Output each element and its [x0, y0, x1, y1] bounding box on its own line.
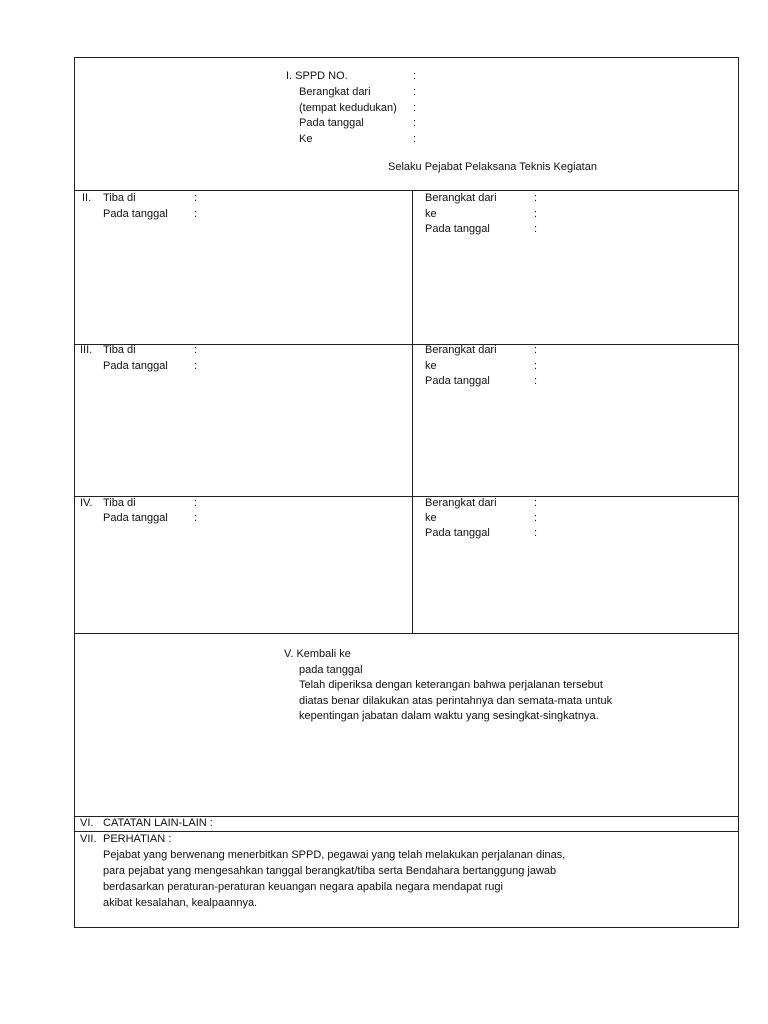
attention-text-line-4: akibat kesalahan, kealpaannya. — [103, 897, 258, 909]
arrive-at-colon: : — [194, 344, 198, 356]
sppd-number-label: I. SPPD NO. — [286, 70, 348, 82]
depart-from-label: Berangkat dari — [425, 344, 497, 356]
depart-from-label: Berangkat dari — [425, 497, 497, 509]
attention-text-line-2: para pejabat yang mengesahkan tanggal berangkat/tiba serta Bendahara bertanggung jawab — [103, 865, 557, 877]
depart-date-colon: : — [534, 223, 538, 235]
column-divider — [412, 190, 413, 633]
home-base-colon: : — [413, 102, 417, 114]
arrive-date-colon: : — [194, 512, 198, 524]
arrive-date-label: Pada tanggal — [103, 208, 168, 220]
sppd-number-colon: : — [413, 70, 417, 82]
divider-section-1 — [74, 190, 739, 191]
date-colon: : — [413, 117, 417, 129]
verification-text-line-2: diatas benar dilakukan atas perintahnya dan semata-mata untuk — [299, 695, 613, 707]
depart-from-colon: : — [534, 192, 538, 204]
arrive-date-label: Pada tanggal — [103, 512, 168, 524]
to-label: ke — [425, 208, 437, 220]
divider-section-6 — [74, 831, 739, 832]
signatory-title: Selaku Pejabat Pelaksana Teknis Kegiatan — [388, 161, 597, 173]
arrive-date-colon: : — [194, 208, 198, 220]
attention-label: PERHATIAN : — [103, 833, 172, 845]
to-colon: : — [534, 208, 538, 220]
arrive-at-label: Tiba di — [103, 497, 136, 509]
section-6-numeral: VI. — [80, 817, 94, 829]
to-label: ke — [425, 512, 437, 524]
verification-text-line-3: kepentingan jabatan dalam waktu yang sesingkat-singkatnya. — [299, 710, 599, 722]
home-base-label: (tempat kedudukan) — [299, 102, 397, 114]
sppd-form — [74, 57, 739, 928]
depart-date-label: Pada tanggal — [425, 223, 490, 235]
section-7-numeral: VII. — [80, 833, 97, 845]
arrive-date-colon: : — [194, 360, 198, 372]
divider-section-3 — [74, 496, 739, 497]
depart-date-colon: : — [534, 527, 538, 539]
section-2-numeral: II. — [82, 192, 92, 204]
depart-date-colon: : — [534, 375, 538, 387]
attention-text-line-3: berdasarkan peraturan-peraturan keuangan negara apabila negara mendapat rugi — [103, 881, 503, 893]
arrive-at-colon: : — [194, 497, 198, 509]
depart-from-label: Berangkat dari — [425, 192, 497, 204]
other-notes-label: CATATAN LAIN-LAIN : — [103, 817, 213, 829]
arrive-at-colon: : — [194, 192, 198, 204]
depart-from-colon: : — [413, 86, 417, 98]
depart-from-label: Berangkat dari — [299, 86, 371, 98]
section-4-numeral: IV. — [80, 497, 93, 509]
return-date-label: pada tanggal — [299, 664, 363, 676]
destination-label: Ke — [299, 133, 313, 145]
to-colon: : — [534, 360, 538, 372]
to-colon: : — [534, 512, 538, 524]
divider-section-2 — [74, 344, 739, 345]
depart-date-label: Pada tanggal — [425, 527, 490, 539]
attention-text-line-1: Pejabat yang berwenang menerbitkan SPPD, pegawai yang telah melakukan perjalanan dinas, — [103, 849, 566, 861]
divider-section-4 — [74, 633, 739, 634]
form-border — [74, 57, 739, 928]
date-label: Pada tanggal — [299, 117, 364, 129]
depart-date-label: Pada tanggal — [425, 375, 490, 387]
return-to-label: V. Kembali ke — [284, 648, 351, 660]
depart-from-colon: : — [534, 344, 538, 356]
verification-text-line-1: Telah diperiksa dengan keterangan bahwa perjalanan tersebut — [299, 679, 603, 691]
arrive-at-label: Tiba di — [103, 192, 136, 204]
arrive-at-label: Tiba di — [103, 344, 136, 356]
section-3-numeral: III. — [80, 344, 93, 356]
to-label: ke — [425, 360, 437, 372]
depart-from-colon: : — [534, 497, 538, 509]
arrive-date-label: Pada tanggal — [103, 360, 168, 372]
destination-colon: : — [413, 133, 417, 145]
